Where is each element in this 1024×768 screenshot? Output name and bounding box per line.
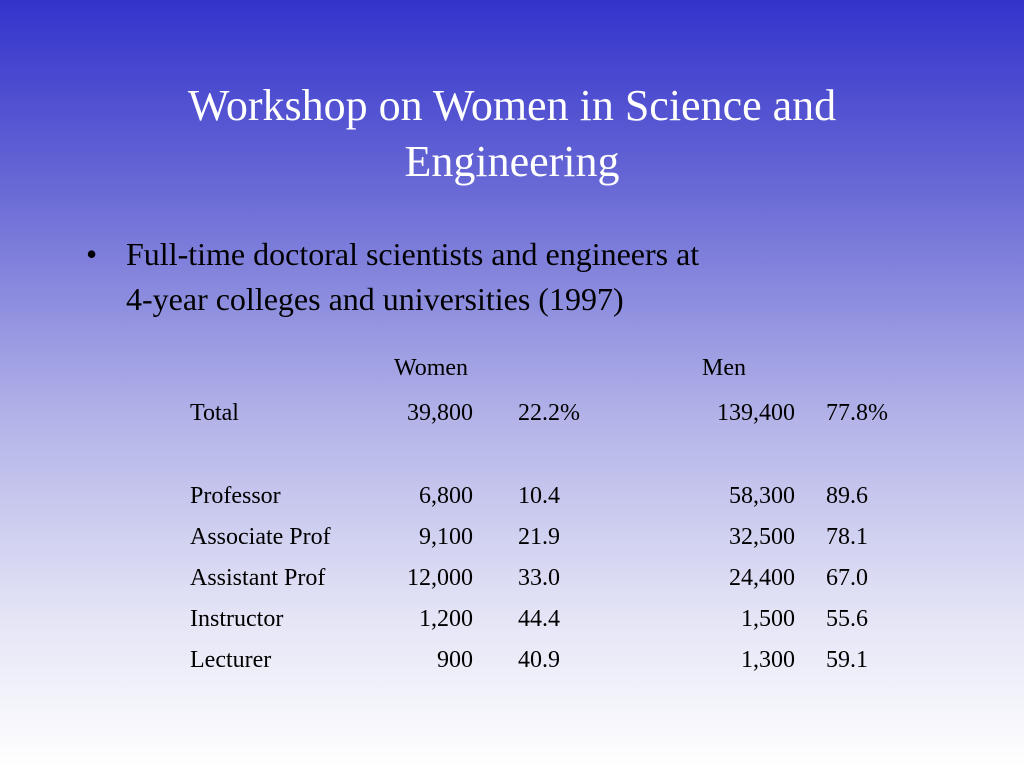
row-label: Associate Prof [190, 524, 331, 550]
women-percent: 21.9 [518, 524, 560, 550]
women-percent: 33.0 [518, 565, 560, 591]
bullet-line-1: Full-time doctoral scientists and engineers at [126, 236, 700, 272]
header-women: Women [394, 355, 469, 381]
row-label: Lecturer [190, 647, 272, 673]
men-percent: 59.1 [826, 647, 868, 673]
women-count: 900 [437, 647, 473, 673]
women-percent: 40.9 [518, 647, 560, 673]
women-count: 9,100 [419, 524, 473, 550]
men-count: 139,400 [717, 400, 795, 426]
women-percent: 44.4 [518, 606, 560, 632]
bullet-line-2: 4-year colleges and universities (1997) [126, 281, 624, 317]
men-count: 1,500 [741, 606, 795, 632]
women-percent: 22.2% [518, 400, 580, 426]
row-label: Assistant Prof [190, 565, 326, 591]
men-percent: 55.6 [826, 606, 868, 632]
title-line-2: Engineering [404, 137, 620, 186]
men-count: 24,400 [729, 565, 795, 591]
bullet-icon: • [86, 236, 98, 272]
header-men: Men [702, 355, 746, 381]
women-count: 12,000 [407, 565, 473, 591]
women-count: 6,800 [419, 483, 473, 509]
slide-title [60, 78, 964, 190]
men-percent: 77.8% [826, 400, 888, 426]
men-count: 58,300 [729, 483, 795, 509]
row-label: Instructor [190, 606, 284, 632]
row-label: Total [190, 400, 239, 426]
women-percent: 10.4 [518, 483, 560, 509]
men-count: 32,500 [729, 524, 795, 550]
women-count: 39,800 [407, 400, 473, 426]
row-label: Professor [190, 483, 281, 509]
men-count: 1,300 [741, 647, 795, 673]
men-percent: 78.1 [826, 524, 868, 550]
men-percent: 89.6 [826, 483, 868, 509]
bullet-text [126, 232, 966, 322]
women-count: 1,200 [419, 606, 473, 632]
men-percent: 67.0 [826, 565, 868, 591]
title-line-1: Workshop on Women in Science and [187, 81, 837, 130]
bullet-item [86, 232, 966, 322]
